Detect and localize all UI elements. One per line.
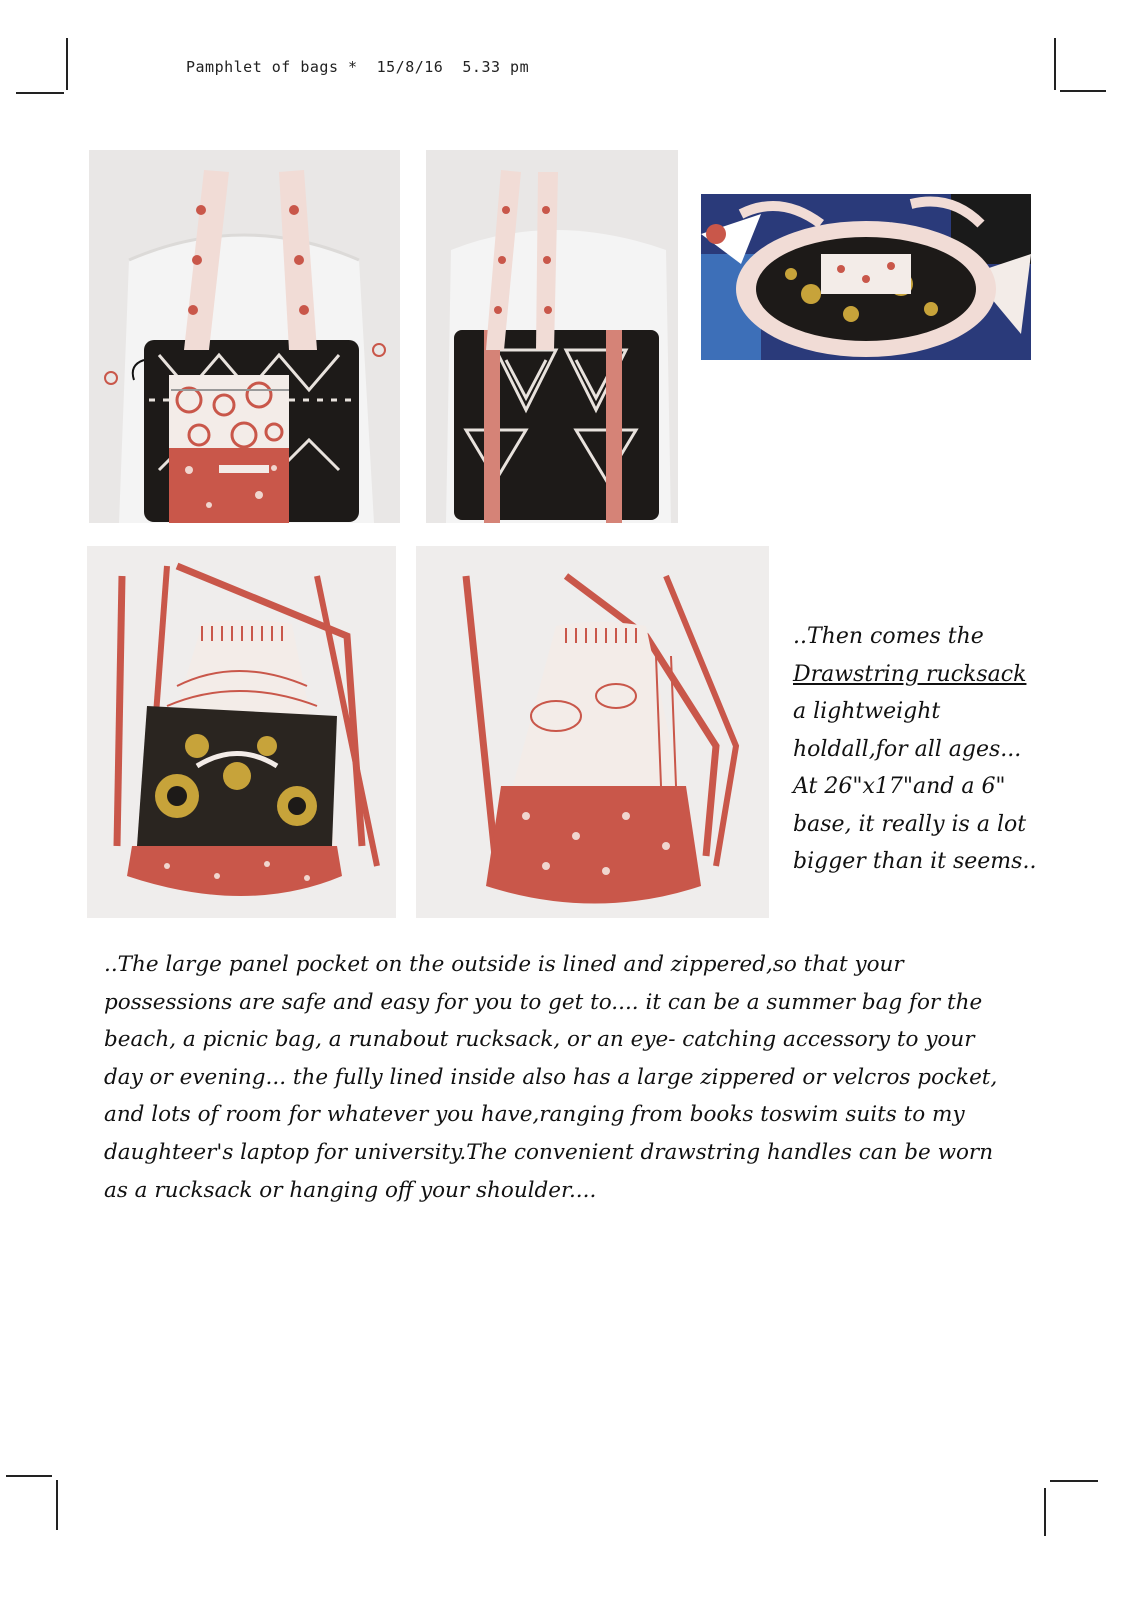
rucksack-title: Drawstring rucksack [793,661,1027,687]
side-line-1: ..Then comes the [793,624,984,649]
side-line-4: holdall,for all ages... [793,736,1022,762]
side-line-7: bigger than it seems.. [793,849,1037,874]
photo-tote-front [89,150,400,523]
crop-mark-bottom-right-horizontal [1050,1480,1098,1482]
paragraph-line: possessions are safe and easy for you to get to.... it can be a summer bag for the [104,989,983,1015]
rucksack-description-paragraph [104,946,998,1209]
paragraph-line: and lots of room for whatever you have,ranging from books toswim suits to my [104,1102,965,1128]
paragraph-line: beach, a picnic bag, a runabout rucksack, or an eye- catching accessory to your [104,1027,975,1053]
crop-mark-bottom-left-horizontal [6,1475,52,1477]
rucksack-intro-text [793,618,1053,881]
crop-mark-top-left-vertical [66,38,68,90]
paragraph-line: day or evening... the fully lined inside also has a large zippered or velcros pocket, [104,1064,998,1090]
paragraph-line: daughteer's laptop for university.The convenient drawstring handles can be worn [104,1139,994,1165]
photo-tote-back [426,150,678,523]
photo-tote-inside [701,194,1031,360]
crop-mark-top-left-horizontal [16,92,64,94]
crop-mark-top-right-vertical [1054,38,1056,90]
photo-rucksack-back [416,546,769,918]
crop-mark-bottom-left-vertical [56,1480,58,1530]
paragraph-line: as a rucksack or hanging off your shoulder.... [104,1177,597,1203]
print-header [186,58,529,76]
header-time: 5.33 pm [462,58,530,76]
paragraph-line: ..The large panel pocket on the outside is lined and zippered,so that your [104,952,904,977]
header-title: Pamphlet of bags * [186,58,358,76]
side-line-5: At 26"x17"and a 6" [793,774,1006,799]
crop-mark-top-right-horizontal [1060,90,1106,92]
crop-mark-bottom-right-vertical [1044,1488,1046,1536]
side-line-3: a lightweight [793,699,941,724]
side-line-6: base, it really is a lot [793,811,1027,837]
photo-rucksack-front [87,546,396,918]
header-date: 15/8/16 [376,58,444,76]
